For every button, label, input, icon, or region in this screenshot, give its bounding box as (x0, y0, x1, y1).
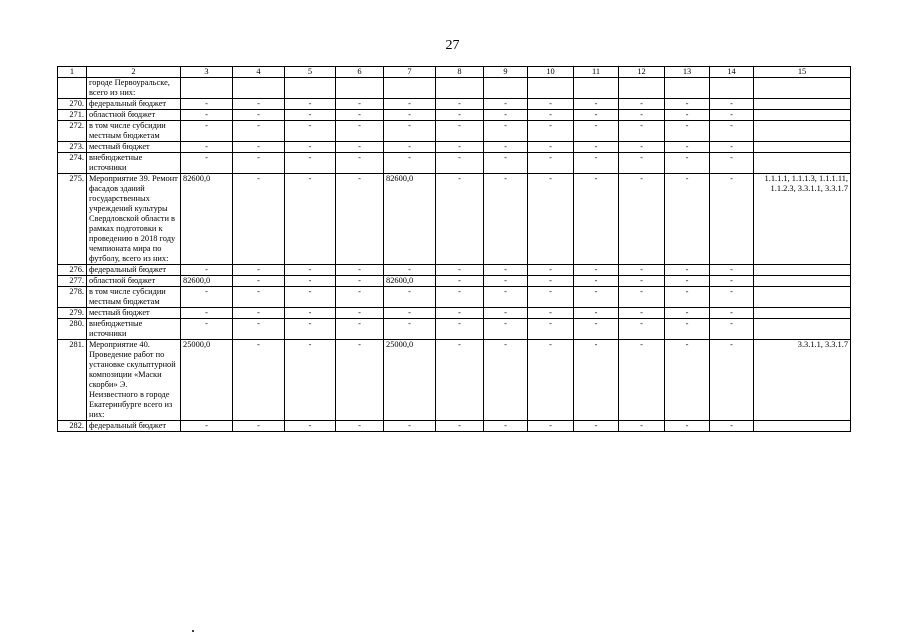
value-cell: - (384, 121, 436, 142)
value-cell: - (528, 287, 574, 308)
value-cell: - (233, 319, 285, 340)
value-cell: - (181, 308, 233, 319)
header-cell: 5 (285, 67, 336, 78)
value-cell: - (285, 287, 336, 308)
value-cell: - (484, 421, 528, 432)
value-cell: - (619, 153, 665, 174)
row-name-cell: местный бюджет (87, 142, 181, 153)
value-cell: 82600,0 (181, 276, 233, 287)
value-cell: - (336, 287, 384, 308)
value-cell: - (181, 121, 233, 142)
header-cell: 2 (87, 67, 181, 78)
value-cell: - (336, 110, 384, 121)
value-cell (233, 78, 285, 99)
value-cell: - (384, 153, 436, 174)
table-row (58, 99, 851, 110)
header-cell: 9 (484, 67, 528, 78)
value-cell: - (528, 340, 574, 421)
value-cell: - (665, 265, 710, 276)
value-cell: - (436, 421, 484, 432)
header-cell: 11 (574, 67, 619, 78)
row-name-cell: местный бюджет (87, 308, 181, 319)
table-body (58, 78, 851, 432)
value-cell (436, 78, 484, 99)
value-cell: - (665, 287, 710, 308)
value-cell: - (233, 421, 285, 432)
value-cell (528, 78, 574, 99)
value-cell: - (484, 121, 528, 142)
row-name-cell: федеральный бюджет (87, 265, 181, 276)
value-cell (665, 78, 710, 99)
header-cell: 3 (181, 67, 233, 78)
value-cell: - (484, 153, 528, 174)
value-cell: - (528, 421, 574, 432)
reference-cell (754, 153, 851, 174)
value-cell: - (436, 99, 484, 110)
row-name-cell: федеральный бюджет (87, 421, 181, 432)
value-cell: - (574, 287, 619, 308)
table-row (58, 287, 851, 308)
value-cell: 25000,0 (181, 340, 233, 421)
value-cell: - (233, 265, 285, 276)
value-cell: - (665, 340, 710, 421)
row-name-cell: областной бюджет (87, 276, 181, 287)
table-row (58, 174, 851, 265)
value-cell: - (484, 308, 528, 319)
value-cell: - (484, 287, 528, 308)
value-cell: - (285, 142, 336, 153)
row-number-cell: 275. (58, 174, 87, 265)
value-cell (384, 78, 436, 99)
value-cell: - (233, 99, 285, 110)
value-cell: - (336, 99, 384, 110)
value-cell: - (484, 110, 528, 121)
value-cell: - (665, 142, 710, 153)
table-row (58, 319, 851, 340)
value-cell: - (710, 142, 754, 153)
value-cell: - (436, 287, 484, 308)
value-cell (336, 78, 384, 99)
table-row (58, 121, 851, 142)
value-cell: - (233, 142, 285, 153)
value-cell: - (336, 308, 384, 319)
value-cell: - (436, 153, 484, 174)
row-number-cell: 271. (58, 110, 87, 121)
value-cell: - (619, 421, 665, 432)
reference-cell (754, 110, 851, 121)
value-cell: - (233, 287, 285, 308)
row-name-cell: в том числе субсидии местным бюджетам (87, 287, 181, 308)
value-cell: 82600,0 (384, 174, 436, 265)
value-cell: - (384, 287, 436, 308)
value-cell: - (619, 99, 665, 110)
row-name-cell: в том числе субсидии местным бюджетам (87, 121, 181, 142)
value-cell: - (619, 276, 665, 287)
value-cell: - (285, 340, 336, 421)
row-number-cell: 277. (58, 276, 87, 287)
header-cell: 12 (619, 67, 665, 78)
table-row (58, 421, 851, 432)
value-cell: - (233, 276, 285, 287)
value-cell: - (336, 142, 384, 153)
table-row (58, 308, 851, 319)
value-cell: - (384, 265, 436, 276)
value-cell: - (285, 174, 336, 265)
row-number-cell: 278. (58, 287, 87, 308)
value-cell: - (436, 110, 484, 121)
value-cell: - (285, 276, 336, 287)
value-cell: - (484, 99, 528, 110)
value-cell: - (436, 340, 484, 421)
value-cell: - (528, 153, 574, 174)
value-cell: - (528, 121, 574, 142)
value-cell: - (436, 276, 484, 287)
row-number-cell: 280. (58, 319, 87, 340)
value-cell (484, 78, 528, 99)
header-cell: 6 (336, 67, 384, 78)
value-cell: - (574, 121, 619, 142)
reference-cell (754, 421, 851, 432)
header-cell: 1 (58, 67, 87, 78)
value-cell: - (710, 110, 754, 121)
value-cell: - (574, 99, 619, 110)
reference-cell: 1.1.1.1, 1.1.1.3, 1.1.1.11, 1.1.2.3, 3.3.1.1, 3.3.1.7 (754, 174, 851, 265)
reference-cell (754, 265, 851, 276)
value-cell: - (665, 276, 710, 287)
reference-cell (754, 308, 851, 319)
value-cell: - (619, 174, 665, 265)
value-cell: - (436, 142, 484, 153)
value-cell: - (665, 99, 710, 110)
value-cell: - (181, 153, 233, 174)
header-cell: 4 (233, 67, 285, 78)
value-cell: - (710, 265, 754, 276)
value-cell: - (619, 110, 665, 121)
value-cell: - (285, 319, 336, 340)
value-cell: - (574, 276, 619, 287)
value-cell: - (285, 421, 336, 432)
header-cell: 7 (384, 67, 436, 78)
value-cell: - (665, 110, 710, 121)
value-cell: - (285, 99, 336, 110)
value-cell: - (233, 308, 285, 319)
value-cell: - (619, 142, 665, 153)
value-cell: - (528, 308, 574, 319)
value-cell: - (285, 265, 336, 276)
value-cell: - (285, 153, 336, 174)
value-cell: - (528, 319, 574, 340)
value-cell: - (336, 121, 384, 142)
value-cell: - (710, 99, 754, 110)
budget-table (57, 66, 851, 432)
value-cell: - (528, 174, 574, 265)
row-number-cell: 281. (58, 340, 87, 421)
value-cell: - (336, 153, 384, 174)
row-name-cell: Мероприятие 39. Ремонт фасадов зданий государственных учреждений культуры Свердловской области в рамках подготовки к проведению в 2018 году чемпионата мира по футболу, всего из них: (87, 174, 181, 265)
row-number-cell (58, 78, 87, 99)
value-cell: - (574, 265, 619, 276)
value-cell: - (619, 121, 665, 142)
value-cell: 82600,0 (181, 174, 233, 265)
value-cell: - (710, 287, 754, 308)
value-cell: - (233, 153, 285, 174)
value-cell: - (619, 265, 665, 276)
value-cell: - (384, 308, 436, 319)
value-cell: - (574, 319, 619, 340)
value-cell: - (665, 121, 710, 142)
value-cell (574, 78, 619, 99)
value-cell: - (181, 319, 233, 340)
value-cell: - (528, 142, 574, 153)
value-cell: - (336, 174, 384, 265)
value-cell: - (619, 287, 665, 308)
value-cell: - (181, 110, 233, 121)
header-cell: 13 (665, 67, 710, 78)
value-cell: - (436, 308, 484, 319)
value-cell: - (484, 265, 528, 276)
value-cell: - (574, 308, 619, 319)
reference-cell: 3.3.1.1, 3.3.1.7 (754, 340, 851, 421)
reference-cell (754, 78, 851, 99)
row-name-cell: областной бюджет (87, 110, 181, 121)
row-number-cell: 282. (58, 421, 87, 432)
reference-cell (754, 142, 851, 153)
row-number-cell: 273. (58, 142, 87, 153)
value-cell: - (436, 121, 484, 142)
value-cell: - (619, 340, 665, 421)
value-cell: - (181, 142, 233, 153)
value-cell: - (181, 421, 233, 432)
value-cell: - (181, 99, 233, 110)
value-cell: - (665, 174, 710, 265)
value-cell: - (233, 121, 285, 142)
value-cell: - (574, 110, 619, 121)
value-cell: - (619, 308, 665, 319)
value-cell: 82600,0 (384, 276, 436, 287)
row-name-cell: внебюджетные источники (87, 319, 181, 340)
value-cell: - (336, 421, 384, 432)
header-cell: 10 (528, 67, 574, 78)
row-number-cell: 279. (58, 308, 87, 319)
row-name-cell: городе Первоуральске, всего из них: (87, 78, 181, 99)
value-cell: - (574, 174, 619, 265)
row-number-cell: 270. (58, 99, 87, 110)
value-cell: - (484, 340, 528, 421)
value-cell: - (710, 174, 754, 265)
row-name-cell: внебюджетные источники (87, 153, 181, 174)
value-cell: - (574, 340, 619, 421)
value-cell: - (484, 319, 528, 340)
value-cell: - (233, 174, 285, 265)
table-row (58, 276, 851, 287)
table-row (58, 265, 851, 276)
value-cell: - (384, 421, 436, 432)
value-cell (619, 78, 665, 99)
header-cell: 14 (710, 67, 754, 78)
value-cell: - (384, 99, 436, 110)
header-cell: 15 (754, 67, 851, 78)
value-cell: 25000,0 (384, 340, 436, 421)
value-cell: - (710, 276, 754, 287)
page-number: 27 (445, 38, 460, 53)
value-cell: - (574, 153, 619, 174)
value-cell: - (436, 265, 484, 276)
row-number-cell: 272. (58, 121, 87, 142)
value-cell: - (574, 142, 619, 153)
value-cell: - (181, 265, 233, 276)
value-cell: - (484, 174, 528, 265)
value-cell (181, 78, 233, 99)
value-cell: - (285, 121, 336, 142)
value-cell: - (528, 99, 574, 110)
value-cell (710, 78, 754, 99)
value-cell: - (665, 319, 710, 340)
value-cell: - (710, 319, 754, 340)
value-cell: - (384, 110, 436, 121)
value-cell: - (528, 110, 574, 121)
value-cell: - (665, 421, 710, 432)
stray-dot (192, 630, 194, 632)
row-name-cell: федеральный бюджет (87, 99, 181, 110)
value-cell: - (181, 287, 233, 308)
value-cell: - (285, 308, 336, 319)
row-number-cell: 276. (58, 265, 87, 276)
reference-cell (754, 287, 851, 308)
reference-cell (754, 319, 851, 340)
table-row (58, 110, 851, 121)
table-row (58, 340, 851, 421)
value-cell: - (336, 319, 384, 340)
table-row (58, 78, 851, 99)
value-cell: - (619, 319, 665, 340)
row-name-cell: Мероприятие 40. Проведение работ по установке скульптурной композиции «Маски скорби» Э. Неизвестного в городе Екатеринбурге всего из них: (87, 340, 181, 421)
header-row (58, 67, 851, 78)
value-cell: - (710, 340, 754, 421)
value-cell: - (336, 340, 384, 421)
value-cell (285, 78, 336, 99)
value-cell: - (710, 153, 754, 174)
table-row (58, 153, 851, 174)
value-cell: - (710, 121, 754, 142)
value-cell: - (336, 265, 384, 276)
value-cell: - (285, 110, 336, 121)
value-cell: - (665, 308, 710, 319)
row-number-cell: 274. (58, 153, 87, 174)
value-cell: - (436, 319, 484, 340)
value-cell: - (710, 308, 754, 319)
value-cell: - (384, 319, 436, 340)
header-cell: 8 (436, 67, 484, 78)
value-cell: - (436, 174, 484, 265)
value-cell: - (484, 276, 528, 287)
value-cell: - (484, 142, 528, 153)
reference-cell (754, 99, 851, 110)
value-cell: - (665, 153, 710, 174)
table-row (58, 142, 851, 153)
reference-cell (754, 121, 851, 142)
value-cell: - (710, 421, 754, 432)
value-cell: - (233, 110, 285, 121)
value-cell: - (528, 276, 574, 287)
value-cell: - (233, 340, 285, 421)
value-cell: - (384, 142, 436, 153)
value-cell: - (574, 421, 619, 432)
value-cell: - (528, 265, 574, 276)
reference-cell (754, 276, 851, 287)
value-cell: - (336, 276, 384, 287)
